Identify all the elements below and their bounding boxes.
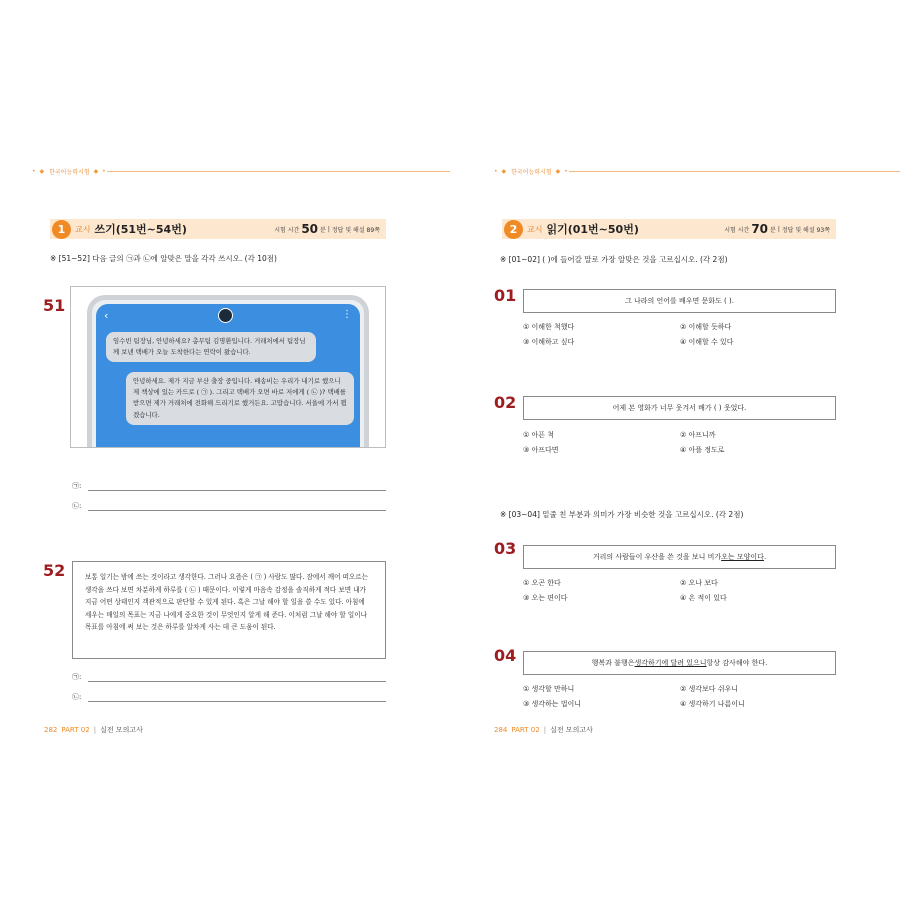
chat-bubble-reply: 안녕하세요. 제가 지금 부산 출장 중입니다. 배송비는 우리가 내기로 했으니 제 책상에 있는 카드로 ( ㉠ ). 그리고 택배가 오면 바로 저에게 ( ㉡ )? 택배를 받으면 제가 거래처에 전화해 드리기로 했거든요. 고맙습니다. 서울에 가서 뵙겠습니다. (126, 372, 354, 425)
back-icon: ‹ (104, 308, 109, 322)
option-2[interactable]: ② 아프니까 (680, 431, 716, 439)
option-4[interactable]: ④ 생각하기 나름이니 (680, 700, 745, 708)
option-1[interactable]: ① 이해한 척했다 (523, 323, 575, 331)
section-header (502, 219, 836, 239)
page-number: 284 (494, 726, 508, 734)
section-kyosi: 교시 (527, 224, 543, 234)
page-footer: 282 PART 02 | 실전 모의고사 (44, 726, 143, 734)
divider (107, 171, 450, 172)
instruction: ※ [01~02] ( )에 들어갈 말로 가장 알맞은 것을 고르십시오. (각 2점) (500, 255, 728, 264)
question-stem-box: 그 나라의 언어를 배우면 문화도 ( ). (523, 289, 836, 313)
section-meta: 시험 시간 50 분 | 정답 및 해설 89쪽 (274, 222, 380, 236)
option-3[interactable]: ③ 생각하는 법이니 (523, 700, 582, 708)
dots-icon: • ◆ (32, 167, 46, 175)
question-number: 04 (494, 646, 517, 665)
chat-bubble-incoming: 임수빈 팀장님, 안녕하세요? 총무팀 김명환입니다. 거래처에서 팀장님께 보낸 택배가 오늘 도착한다는 연락이 왔습니다. (106, 332, 316, 362)
menu-icon: ⋮ (342, 309, 352, 320)
section-number-badge: 1 (52, 220, 71, 239)
question-number: 03 (494, 539, 517, 558)
option-1[interactable]: ① 생각할 만하니 (523, 685, 575, 693)
answer-line-a[interactable]: ㉠: (72, 481, 386, 491)
phone-illustration (70, 286, 386, 448)
option-3[interactable]: ③ 아프다면 (523, 446, 559, 454)
right-page (450, 0, 900, 900)
question-number: 02 (494, 393, 517, 412)
option-2[interactable]: ② 오나 보다 (680, 579, 718, 587)
underlined-phrase: 생각하기에 달려 있으니 (634, 659, 707, 667)
option-4[interactable]: ④ 온 적이 있다 (680, 594, 727, 602)
running-head (494, 166, 900, 176)
section-meta: 시험 시간 70 분 | 정답 및 해설 93쪽 (724, 222, 830, 236)
page-number: 282 (44, 726, 58, 734)
dots-icon: ◆ • (555, 167, 569, 175)
underlined-phrase: 오는 모양이다 (721, 553, 764, 561)
exam-time: 50 (301, 222, 319, 236)
question-number: 01 (494, 286, 517, 305)
instruction: ※ [03~04] 밑줄 친 부분과 의미가 가장 비슷한 것을 고르십시오. (각 2점) (500, 510, 744, 519)
question-stem-box: 행복과 불행은 생각하기에 달려 있으니 항상 감사해야 한다. (523, 651, 836, 675)
dots-icon: • ◆ (494, 167, 508, 175)
instruction: ※ [51~52] 다음 글의 ㉠과 ㉡에 알맞은 말을 각각 쓰시오. (각 10점) (50, 254, 277, 263)
dots-icon: ◆ • (93, 167, 107, 175)
divider (569, 171, 900, 172)
answer-line-b[interactable]: ㉡: (72, 692, 386, 702)
section-title: 쓰기(51번~54번) (94, 223, 187, 236)
running-head-text: 한국어능력시험 (49, 168, 90, 176)
question-stem-box: 거리의 사람들이 우산을 쓴 것을 보니 비가 오는 모양이다 . (523, 545, 836, 569)
option-3[interactable]: ③ 오는 편이다 (523, 594, 568, 602)
option-1[interactable]: ① 아픈 척 (523, 431, 555, 439)
question-number: 51 (43, 296, 66, 315)
option-1[interactable]: ① 오곤 한다 (523, 579, 561, 587)
phone-body (87, 295, 369, 448)
option-4[interactable]: ④ 이해할 수 있다 (680, 338, 734, 346)
option-4[interactable]: ④ 아플 정도로 (680, 446, 725, 454)
section-kyosi: 교시 (75, 224, 91, 234)
running-head-text: 한국어능력시험 (511, 168, 552, 176)
phone-screen (96, 304, 360, 448)
section-title: 읽기(01번~50번) (546, 223, 639, 236)
option-2[interactable]: ② 이해할 듯하다 (680, 323, 732, 331)
exam-time: 70 (751, 222, 769, 236)
option-3[interactable]: ③ 이해하고 싶다 (523, 338, 575, 346)
answer-line-a[interactable]: ㉠: (72, 672, 386, 682)
running-head (32, 166, 450, 176)
section-header (50, 219, 386, 239)
passage-box: 보통 일기는 밤에 쓰는 것이라고 생각한다. 그러나 요즘은 ( ㉠ ) 사람도 많다. 잠에서 깨어 떠오르는 생각을 쓰다 보면 차분하게 하루를 ( ㉡ ) 때문이다. 이렇게 마음속 감정을 솔직하게 적다 보면 내가 지금 어떤 상태인지 객관적으로 판단할 수 있게 된다. 혹은 그날 해야 할 일을 쓸 수도 있다. 아침에 세우는 매일의 목표는 지금 나에게 중요한 것이 무엇인지 알게 해 준다. 이처럼 그날 해야 할 일이나 목표를 아침에 써 보는 것은 하루를 알차게 사는 데 큰 도움이 된다. (72, 561, 386, 659)
question-stem-box: 어제 본 영화가 너무 웃겨서 배가 ( ) 웃었다. (523, 396, 836, 420)
option-2[interactable]: ② 생각보다 쉬우니 (680, 685, 739, 693)
page-footer: 284 PART 02 | 실전 모의고사 (494, 726, 593, 734)
answer-line-b[interactable]: ㉡: (72, 501, 386, 511)
question-number: 52 (43, 561, 66, 580)
avatar (218, 308, 233, 323)
section-number-badge: 2 (504, 220, 523, 239)
chat-header (96, 304, 360, 326)
